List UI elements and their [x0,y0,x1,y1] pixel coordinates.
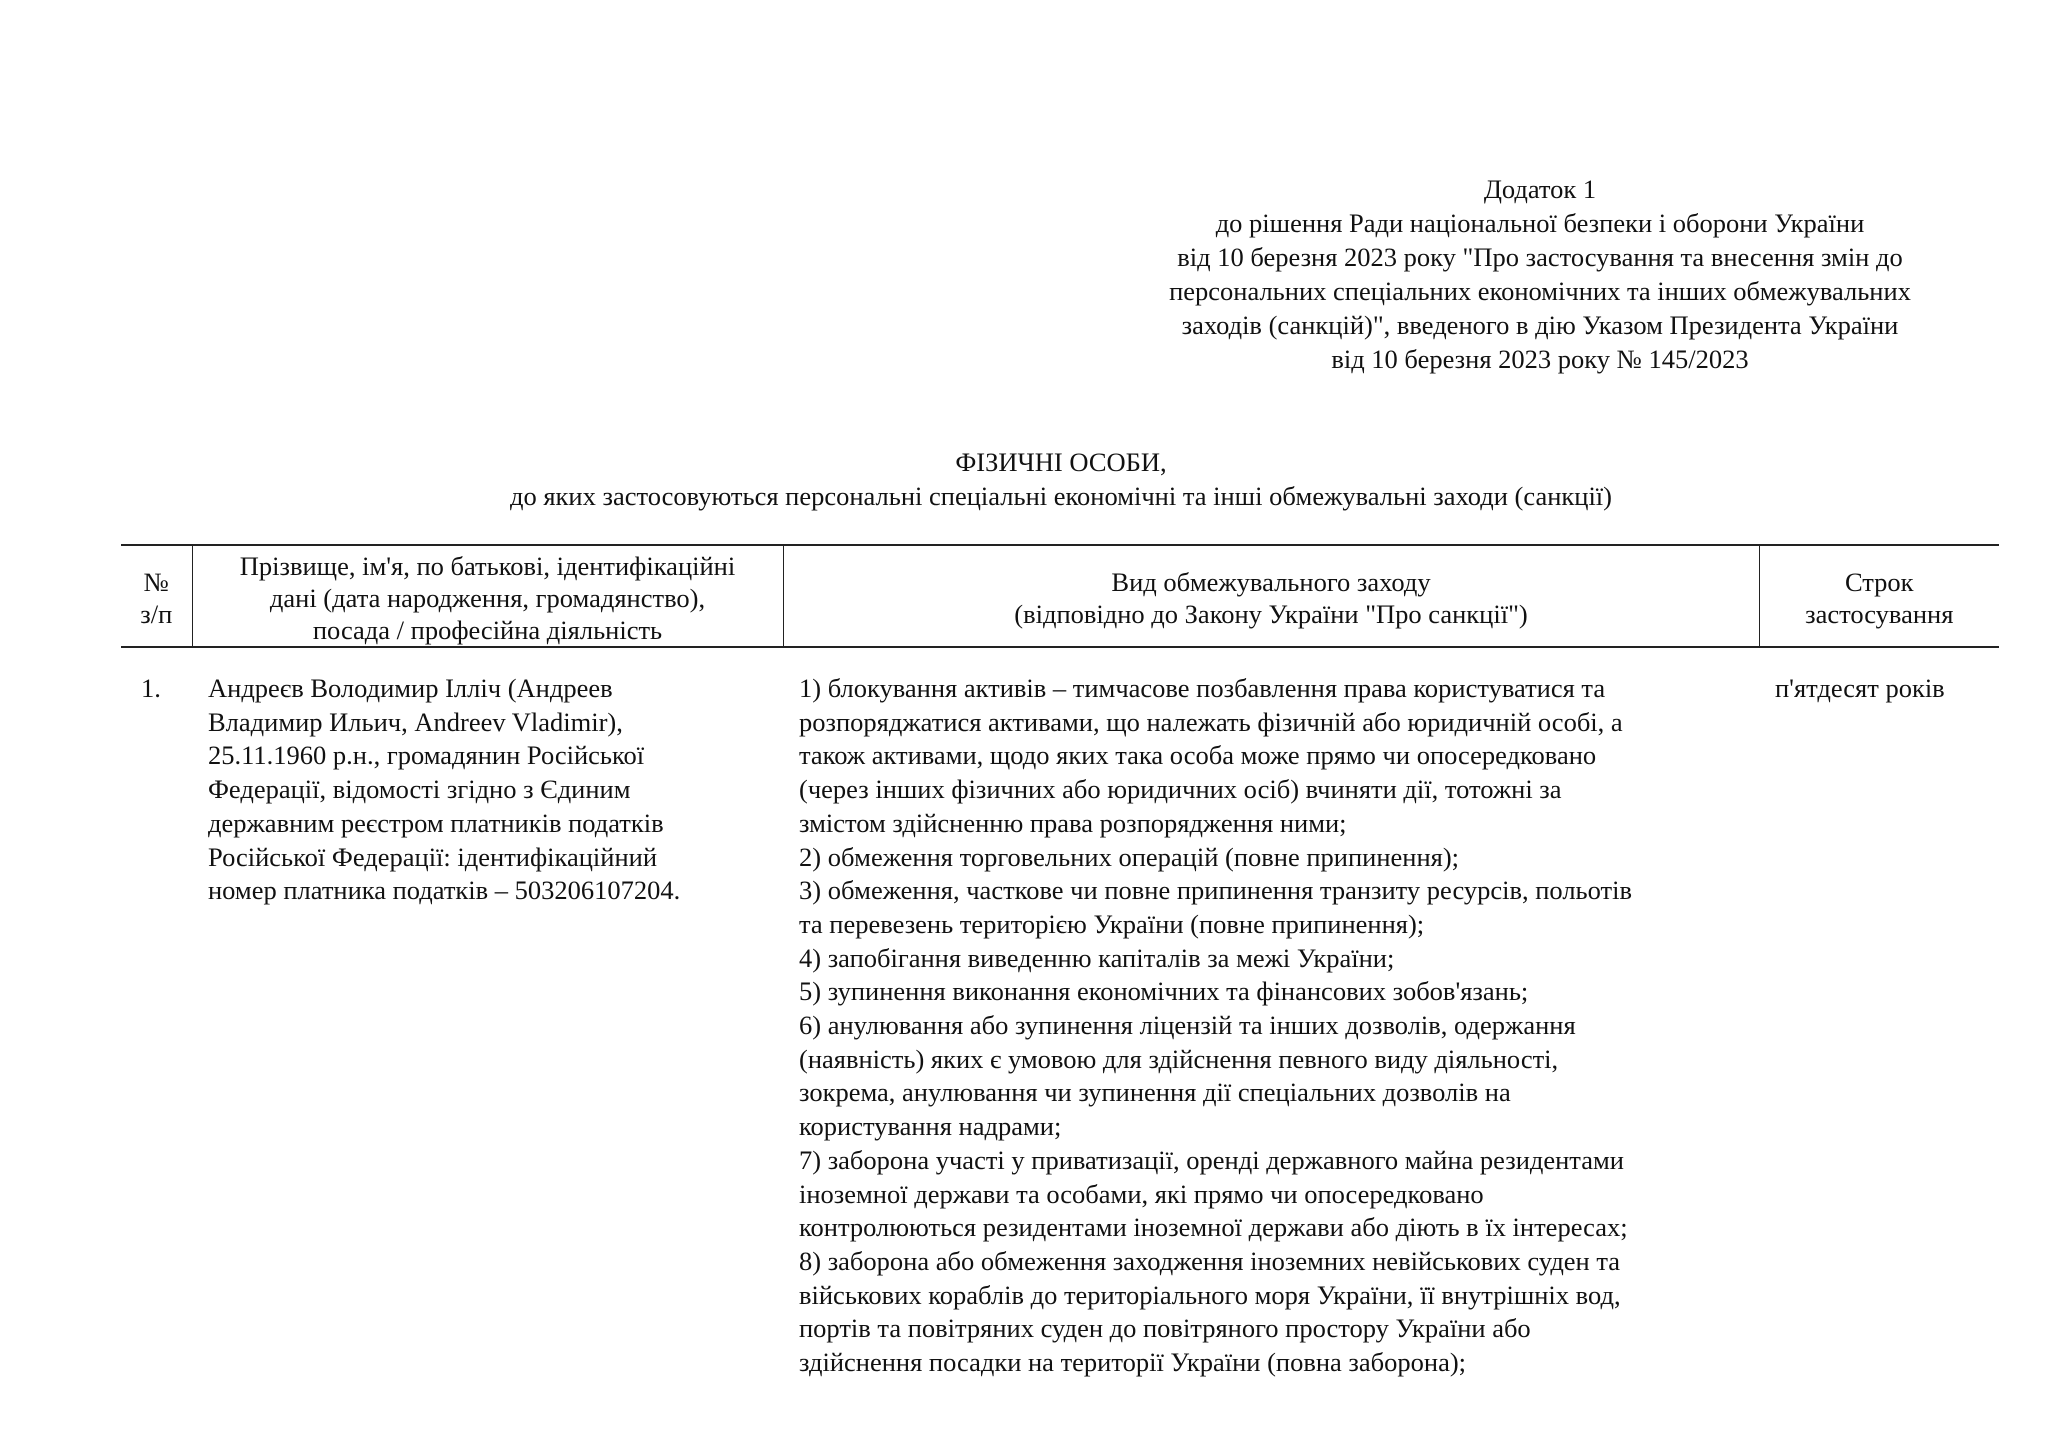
header-term: Строк застосування [1759,545,1999,647]
header-measure: Вид обмежувального заходу (відповідно до Закону України "Про санкції") [783,545,1759,647]
cell-term: п'ятдесят років [1775,673,1945,703]
table-row [121,647,1999,1380]
cell-person: Андреєв Володимир Ілліч (Андреев Владимир Ильич, Andreev Vladimir), 25.11.1960 р.н., громадянин Російської Федерації, відомості згідно з Єдиним державним реєстром платників податків Російської Федерації: ідентифікаційний номер платника податків – 503206107204. [208,673,681,906]
annex-line: до рішення Ради національної безпеки і оборони України [1215,208,1865,238]
annex-block [1100,172,1980,376]
annex-line: від 10 березня 2023 року № 145/2023 [1331,344,1749,374]
table-header-row [121,545,1999,647]
annex-line: Додаток 1 [1483,174,1597,204]
cell-number: 1. [141,673,161,703]
header-person: Прізвище, ім'я, по батькові, ідентифікаційні дані (дата народження, громадянство), посада / професійна діяльність [192,545,783,647]
sanctions-table [121,544,1999,1380]
title-heading: ФІЗИЧНІ ОСОБИ, [955,447,1167,477]
sanctions-table-wrapper [121,544,1999,1380]
annex-line: персональних спеціальних економічних та інших обмежувальних [1169,276,1911,306]
document-title [122,445,2000,513]
annex-line: від 10 березня 2023 року "Про застосування та внесення змін до [1177,242,1903,272]
cell-measure: 1) блокування активів – тимчасове позбавлення права користуватися та розпоряджатися активами, що належать фізичній або юридичній особі, а також активами, щодо яких така особа може прямо чи опосередковано (через інших фізичних або юридичних осіб) вчиняти дії, тотожні за змістом здійсненню права розпорядження ними; 2) обмеження торговельних операцій (повне припинення); 3) обмеження, часткове чи повне припинення транзиту ресурсів, польотів та перевезень територією України (повне припинення); 4) запобігання виведенню капіталів за межі України; 5) зупинення виконання економічних та фінансових зобов'язань; 6) анулювання або зупинення ліцензій та інших дозволів, одержання (наявність) яких є умовою для здійснення певного виду діяльності, зокрема, анулювання чи зупинення дії спеціальних дозволів на користування надрами; 7) заборона участі у приватизації, оренді державного майна резидентами іноземної держави та особами, які прямо чи опосередковано контролюються резидентами іноземної держави або діють в їх інтересах; 8) заборона або обмеження заходження іноземних невійськових суден та військових кораблів до територіального моря України, її внутрішніх вод, портів та повітряних суден до повітряного простору України або здійснення посадки на території України (повна заборона); [799,673,1633,1378]
annex-line: заходів (санкцій)", введеного в дію Указом Президента України [1181,310,1899,340]
title-subheading: до яких застосовуються персональні спеціальні економічні та інші обмежувальні заходи (санкції) [510,481,1612,511]
header-number: № з/п [121,545,192,647]
